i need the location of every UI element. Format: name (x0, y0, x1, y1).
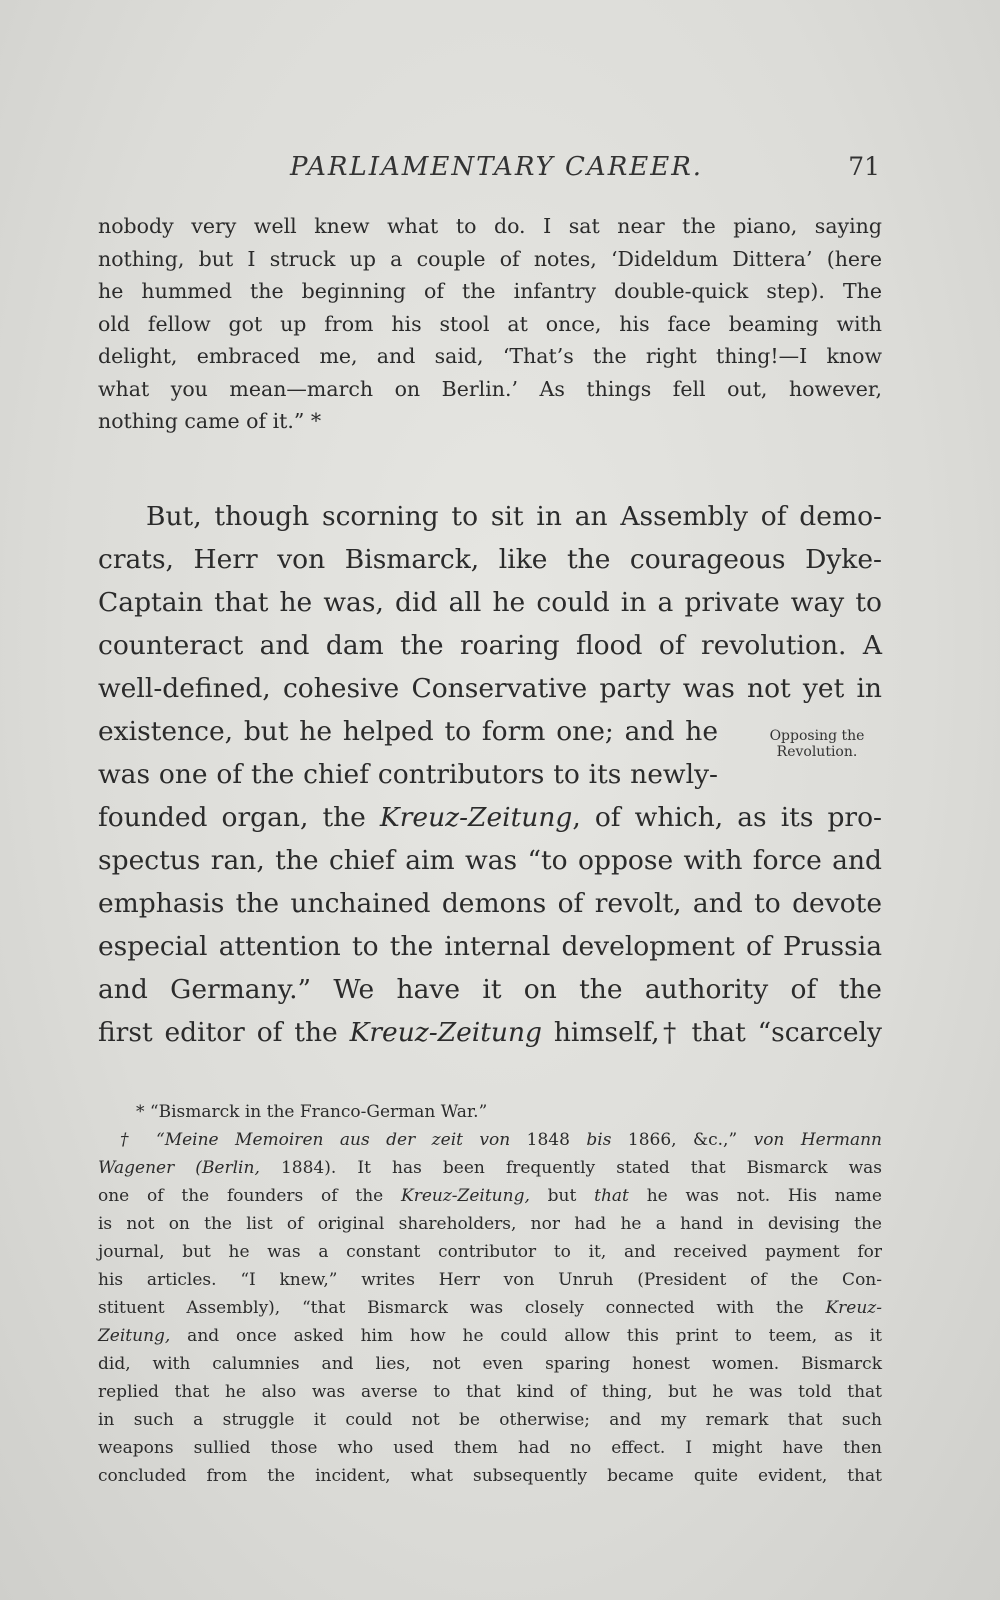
text-line: Captain that he was, did all he could in a private way to (98, 587, 882, 618)
text-line (98, 1322, 882, 1350)
text-line: especial attention to the internal development of Prussia (98, 931, 882, 962)
author-name: Wagener (Berlin, (98, 1158, 260, 1178)
quoted-paragraph (98, 210, 882, 438)
text-fragment: , of which, as its pro- (572, 802, 882, 833)
text-fragment: 1848 (510, 1130, 587, 1150)
margin-note (752, 728, 882, 760)
text-line: is not on the list of original shareholders, nor had he a hand in devising the (98, 1214, 882, 1234)
footnote-2 (98, 1126, 882, 1490)
text-line: in such a struggle it could not be otherwise; and my remark that such (98, 1410, 882, 1430)
text-line (98, 1294, 882, 1322)
text-line (98, 1126, 882, 1154)
book-title: † “Meine Memoiren aus der zeit von (120, 1130, 511, 1150)
text-line (98, 1154, 882, 1182)
text-line (98, 796, 882, 839)
newspaper-title: Kreuz-Zeitung (379, 802, 573, 833)
text-fragment: founded organ, the (98, 802, 380, 833)
text-line: emphasis the unchained demons of revolt, and to devote (98, 888, 882, 919)
text-line: nothing came of it.” * (98, 409, 322, 433)
page-number: 71 (848, 152, 880, 181)
text-fragment: stituent Assembly), “that Bismarck was closely connected with the (98, 1298, 826, 1318)
text-line: was one of the chief contributors to its newly- (98, 759, 718, 790)
text-line: nobody very well knew what to do. I sat near the piano, saying (98, 214, 882, 238)
newspaper-title: Kreuz-Zeitung, (401, 1186, 530, 1206)
text-line: nothing, but I struck up a couple of notes, ‘Dideldum Dittera’ (here (98, 246, 882, 271)
text-line: spectus ran, the chief aim was “to oppose with force and (98, 845, 882, 876)
author-name: von Hermann (753, 1130, 882, 1150)
footnote-1: * “Bismarck in the Franco-German War.” (136, 1102, 488, 1122)
text-line: he hummed the beginning of the infantry double-quick step). The (98, 279, 882, 303)
text-fragment: but (529, 1186, 595, 1206)
text-line: crats, Herr von Bismarck, like the courageous Dyke- (98, 544, 882, 575)
text-line: weapons sullied those who used them had no effect. I might have then (98, 1438, 882, 1458)
text-line: old fellow got up from his stool at once, his face beaming with (98, 311, 882, 336)
text-line: his articles. “I knew,” writes Herr von Unruh (President of the Con- (98, 1270, 882, 1290)
text-line: journal, but he was a constant contributor to it, and received payment for (98, 1242, 882, 1262)
newspaper-title: Zeitung, (98, 1326, 171, 1346)
page-header (100, 150, 880, 190)
main-paragraph (98, 495, 882, 1054)
text-line: counteract and dam the roaring flood of revolution. A (98, 630, 882, 661)
margin-note-line: Revolution. (776, 744, 858, 760)
text-fragment: himself,† that “scarcely (542, 1017, 882, 1048)
text-fragment: bis (586, 1130, 612, 1150)
newspaper-title: Kreuz-Zeitung (349, 1017, 543, 1048)
text-fragment: 1884). It has been frequently stated that Bismarck was (259, 1158, 883, 1178)
text-line: replied that he also was averse to that kind of thing, but he was told that (98, 1382, 882, 1402)
text-fragment: 1866, &c.,” (611, 1130, 754, 1150)
newspaper-title: Kreuz- (825, 1298, 882, 1318)
text-line (98, 1182, 882, 1210)
text-fragment: one of the founders of the (98, 1186, 401, 1206)
text-line: delight, embraced me, and said, ‘That’s the right thing!—I know (98, 344, 882, 368)
text-line: and Germany.” We have it on the authority of the (98, 974, 882, 1005)
text-line: what you mean—march on Berlin.’ As things fell out, however, (98, 376, 882, 401)
text-line: well-defined, cohesive Conservative party was not yet in (98, 673, 882, 704)
text-line: existence, but he helped to form one; and he (98, 716, 718, 747)
text-fragment: that (594, 1186, 629, 1206)
text-line: did, with calumnies and lies, not even sparing honest women. Bismarck (98, 1354, 882, 1374)
text-line: But, though scorning to sit in an Assembly of demo- (146, 501, 882, 532)
text-fragment: he was not. His name (628, 1186, 882, 1206)
text-fragment: and once asked him how he could allow this print to teem, as it (170, 1326, 882, 1346)
running-title: PARLIAMENTARY CAREER. (290, 152, 704, 182)
text-line (98, 1011, 882, 1054)
text-line: concluded from the incident, what subsequently became quite evident, that (98, 1466, 882, 1486)
margin-note-line: Opposing the (769, 728, 865, 744)
text-fragment: first editor of the (98, 1017, 350, 1048)
